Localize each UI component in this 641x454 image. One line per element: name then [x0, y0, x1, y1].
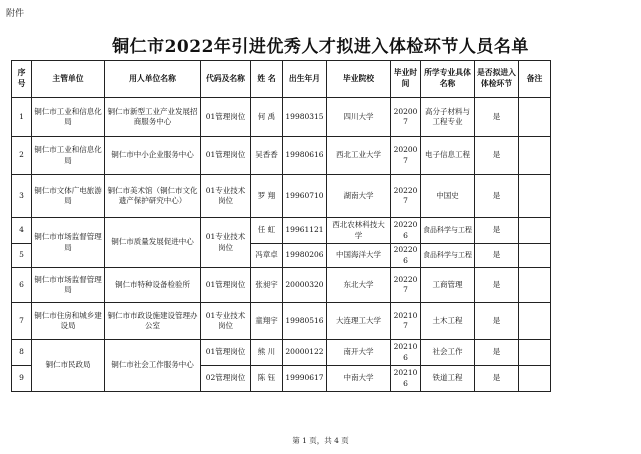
cell-dept: 铜仁市市场监督管理局 [32, 218, 105, 268]
cell-major: 工商管理 [421, 268, 475, 303]
cell-seq: 7 [12, 303, 32, 340]
header-exam: 是否拟进入体检环节 [475, 61, 519, 98]
cell-position: 01专业技术岗位 [201, 303, 251, 340]
table-row [12, 268, 551, 303]
document-title: 铜仁市2022年引进优秀人才拟进入体检环节人员名单 [112, 37, 529, 57]
cell-employer: 铜仁市美术馆（铜仁市文化遗产保护研究中心） [105, 175, 201, 218]
cell-employer: 铜仁市特种设备检验所 [105, 268, 201, 303]
cell-birth: 19960710 [283, 175, 327, 218]
cell-grad: 202107 [391, 303, 421, 340]
cell-name: 任 虹 [251, 218, 283, 244]
cell-name: 冯章卓 [251, 244, 283, 268]
cell-seq: 4 [12, 218, 32, 244]
attachment-label: 附件 [6, 9, 25, 19]
cell-major: 铁道工程 [421, 366, 475, 392]
header-name: 姓 名 [251, 61, 283, 98]
cell-employer: 铜仁市中小企业服务中心 [105, 137, 201, 175]
cell-major: 中国史 [421, 175, 475, 218]
cell-remark [519, 137, 551, 175]
cell-school: 西北工业大学 [327, 137, 391, 175]
header-birth: 出生年月 [283, 61, 327, 98]
header-remark: 备注 [519, 61, 551, 98]
cell-dept: 铜仁市文体广电旅游局 [32, 175, 105, 218]
cell-employer: 铜仁市社会工作服务中心 [105, 340, 201, 392]
cell-dept: 铜仁市住房和城乡建设局 [32, 303, 105, 340]
cell-dept: 铜仁市工业和信息化局 [32, 137, 105, 175]
cell-seq: 3 [12, 175, 32, 218]
cell-position: 01管理岗位 [201, 98, 251, 137]
header-position: 代码及名称 [201, 61, 251, 98]
cell-school: 湖南大学 [327, 175, 391, 218]
cell-exam: 是 [475, 303, 519, 340]
cell-major: 高分子材料与工程专业 [421, 98, 475, 137]
table-row [12, 98, 551, 137]
cell-birth: 19980516 [283, 303, 327, 340]
cell-birth: 20000320 [283, 268, 327, 303]
cell-school: 大连理工大学 [327, 303, 391, 340]
cell-employer: 铜仁市新型工业产业发展招商服务中心 [105, 98, 201, 137]
cell-exam: 是 [475, 175, 519, 218]
cell-seq: 1 [12, 98, 32, 137]
cell-dept: 铜仁市民政局 [32, 340, 105, 392]
cell-grad: 202007 [391, 137, 421, 175]
cell-remark [519, 366, 551, 392]
header-employer: 用人单位名称 [105, 61, 201, 98]
cell-exam: 是 [475, 268, 519, 303]
cell-position: 01管理岗位 [201, 137, 251, 175]
cell-employer: 铜仁市质量发展促进中心 [105, 218, 201, 268]
cell-birth: 19961121 [283, 218, 327, 244]
cell-name: 童翔宇 [251, 303, 283, 340]
table-row [12, 218, 551, 244]
cell-name: 熊 川 [251, 340, 283, 366]
cell-exam: 是 [475, 218, 519, 244]
header-school: 毕业院校 [327, 61, 391, 98]
cell-remark [519, 340, 551, 366]
page-footer: 第 1 页，共 4 页 [292, 436, 349, 445]
candidate-table [11, 60, 551, 392]
cell-dept: 铜仁市市场监督管理局 [32, 268, 105, 303]
cell-remark [519, 98, 551, 137]
cell-position: 02管理岗位 [201, 366, 251, 392]
cell-birth: 20000122 [283, 340, 327, 366]
cell-name: 陈 钰 [251, 366, 283, 392]
cell-grad: 202106 [391, 366, 421, 392]
cell-school: 东北大学 [327, 268, 391, 303]
table-header-row [12, 61, 551, 98]
cell-name: 罗 翔 [251, 175, 283, 218]
cell-seq: 2 [12, 137, 32, 175]
table-row [12, 137, 551, 175]
cell-position: 01管理岗位 [201, 268, 251, 303]
cell-major: 社会工作 [421, 340, 475, 366]
cell-major: 电子信息工程 [421, 137, 475, 175]
cell-remark [519, 218, 551, 244]
cell-school: 中国海洋大学 [327, 244, 391, 268]
cell-seq: 8 [12, 340, 32, 366]
cell-name: 张昶宇 [251, 268, 283, 303]
cell-major: 食品科学与工程 [421, 244, 475, 268]
cell-grad: 202207 [391, 175, 421, 218]
table-row [12, 175, 551, 218]
cell-seq: 6 [12, 268, 32, 303]
cell-grad: 202206 [391, 218, 421, 244]
header-seq: 序号 [12, 61, 32, 98]
table-row [12, 340, 551, 366]
cell-seq: 9 [12, 366, 32, 392]
cell-remark [519, 268, 551, 303]
cell-position: 01管理岗位 [201, 340, 251, 366]
cell-position: 01专业技术岗位 [201, 218, 251, 268]
cell-employer: 铜仁市市政设施建设管理办公室 [105, 303, 201, 340]
cell-position: 01专业技术岗位 [201, 175, 251, 218]
cell-grad: 202106 [391, 340, 421, 366]
cell-exam: 是 [475, 244, 519, 268]
cell-exam: 是 [475, 366, 519, 392]
header-major: 所学专业具体名称 [421, 61, 475, 98]
cell-grad: 202007 [391, 98, 421, 137]
cell-remark [519, 244, 551, 268]
header-dept: 主管单位 [32, 61, 105, 98]
cell-remark [519, 175, 551, 218]
cell-exam: 是 [475, 137, 519, 175]
cell-major: 食品科学与工程 [421, 218, 475, 244]
cell-school: 南开大学 [327, 340, 391, 366]
cell-name: 吴香香 [251, 137, 283, 175]
cell-name: 何 禹 [251, 98, 283, 137]
cell-birth: 19980206 [283, 244, 327, 268]
cell-major: 土木工程 [421, 303, 475, 340]
cell-school: 四川大学 [327, 98, 391, 137]
cell-dept: 铜仁市工业和信息化局 [32, 98, 105, 137]
cell-seq: 5 [12, 244, 32, 268]
cell-grad: 202206 [391, 244, 421, 268]
table-row [12, 303, 551, 340]
cell-exam: 是 [475, 340, 519, 366]
cell-school: 西北农林科技大学 [327, 218, 391, 244]
cell-grad: 202207 [391, 268, 421, 303]
cell-birth: 19990617 [283, 366, 327, 392]
cell-school: 中南大学 [327, 366, 391, 392]
header-grad: 毕业时间 [391, 61, 421, 98]
cell-exam: 是 [475, 98, 519, 137]
cell-remark [519, 303, 551, 340]
cell-birth: 19980315 [283, 98, 327, 137]
cell-birth: 19980616 [283, 137, 327, 175]
